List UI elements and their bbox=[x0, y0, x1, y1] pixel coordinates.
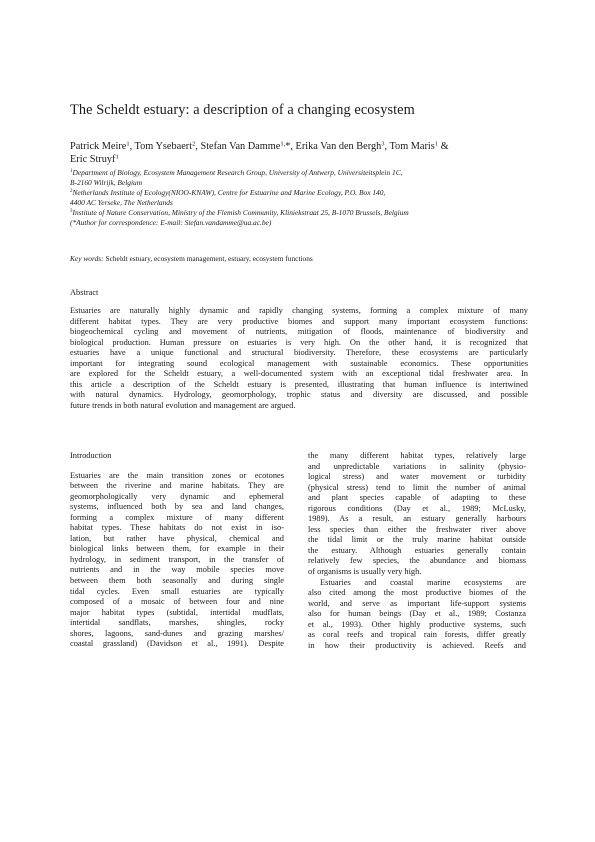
text-line: intertidal sandflats, marshes, shingles, rocky bbox=[70, 618, 284, 628]
affiliation-line: (*Author for correspondence: E-mail: Stefan.vandamme@ua.ac.be) bbox=[70, 217, 272, 227]
text-line: are explored for the Scheldt estuary, a well-documented system with an exceptional tidal freshwater area. In bbox=[70, 369, 528, 379]
text-line: this article a description of the Scheldt estuary is presented, illustrating that human influence is intertwined bbox=[70, 379, 528, 389]
text-line: estuaries have a unique functional and structural biodiversity. Therefore, these ecosystems are particularly bbox=[70, 348, 528, 358]
affiliation-line: $^2$Netherlands Institute of Ecology(NIOO-KNAW), Centre for Estuarine and Marine Ecology, P.O. Box 140, bbox=[70, 187, 386, 197]
affiliation-line: B-2160 Wilrijk, Belgium bbox=[70, 177, 143, 187]
body-column-left bbox=[70, 451, 284, 650]
text-line: and plant species capable of adapting to these bbox=[308, 493, 526, 503]
author-name: Tom Ysebaert bbox=[134, 141, 193, 152]
text-line: (physical stress) tend to limit the number of animal bbox=[308, 482, 526, 492]
affiliation-line: $^3$Institute of Nature Conservation, Ministry of the Flemish Community, Kliniekstraat 25, B-1070 Brussels, Belgium bbox=[70, 207, 409, 217]
affiliation-number: 2 bbox=[70, 188, 73, 194]
text-line: Estuaries and coastal marine ecosystems are bbox=[320, 577, 526, 587]
text-line: rigorous conditions (Day et al., 1989; McLusky, bbox=[308, 503, 526, 513]
text-line: tidal cycles. Even small estuaries are typically bbox=[70, 586, 284, 596]
text-line: relatively few species, the abundance and biomass bbox=[308, 556, 526, 566]
affiliation-line: $^1$Department of Biology, Ecosystem Management Research Group, University of Antwerp, Universiteitsplein 1C, bbox=[70, 168, 403, 177]
affiliation-number: 1 bbox=[70, 169, 73, 174]
author-affiliation-mark: 2 bbox=[192, 140, 196, 148]
text-line: world, and serve as important life-support systems bbox=[308, 598, 526, 608]
author-name: Eric Struyf bbox=[70, 153, 116, 165]
text-line: et al., 1993). Other highly productive systems, such bbox=[308, 619, 526, 629]
text-line: composed of a mosaic of between four and nine bbox=[70, 597, 284, 607]
paper-title: The Scheldt estuary: a description of a changing ecosystem bbox=[70, 102, 415, 118]
author-affiliation-mark: 1, bbox=[280, 140, 286, 148]
text-line: biological production. Human pressure on estuaries is very high. On the other hand, it is recognized that bbox=[70, 337, 528, 347]
text-line: less species than either the freshwater river above bbox=[308, 524, 526, 534]
text-line: 1989). As a result, an estuary generally harbours bbox=[308, 514, 526, 524]
text-line: lation, but rather have physical, chemical and bbox=[70, 533, 284, 543]
text-line: also cited among the most productive biomes of the bbox=[308, 588, 526, 598]
text-line: hydrology, in sediment transport, in the transfer of bbox=[70, 554, 284, 564]
affiliation-number: 3 bbox=[70, 208, 73, 214]
author-separator: , bbox=[290, 141, 296, 152]
text-line: forming a complex mixture of many different bbox=[70, 512, 284, 522]
text-line: important for integrating sound ecological management with sustainable economics. These opportunities bbox=[70, 358, 528, 368]
keywords-label: Key words: bbox=[70, 254, 104, 263]
text-line: as coral reefs and tropical rain forests, differ greatly bbox=[308, 630, 526, 640]
text-line: different habitat types. They are very productive biomes and support many important ecosystem functions: bbox=[70, 316, 528, 326]
author-name: Erika Van den Bergh bbox=[295, 141, 382, 152]
abstract-heading: Abstract bbox=[70, 288, 99, 297]
text-line: between them both seasonally and during single bbox=[70, 576, 284, 586]
text-line: and unpredictable variations in salinity (physio- bbox=[308, 461, 526, 471]
keywords-text: Scheldt estuary, ecosystem management, estuary, ecosystem functions bbox=[103, 254, 313, 263]
text-line: biological links between them, for example in their bbox=[70, 544, 284, 554]
text-line: nutrients and in the way mobile species move bbox=[70, 565, 284, 575]
text-line: the many different habitat types, relatively large bbox=[308, 451, 526, 460]
text-line: in how their productivity is achieved. Reefs and bbox=[308, 640, 526, 650]
affiliations bbox=[70, 168, 532, 227]
author-separator: , bbox=[384, 141, 390, 152]
author-affiliation-mark: 1 bbox=[434, 140, 439, 148]
text-line: Estuaries are the main transition zones or ecotones bbox=[70, 470, 284, 480]
text-line: major habitat types (subtidal, intertidal mudflats, bbox=[70, 607, 284, 617]
text-line: geomorphologically very dynamic and ephemeral bbox=[70, 491, 284, 501]
text-line: between the riverine and marine habitats. They are bbox=[70, 481, 284, 491]
text-line: Estuaries are naturally highly dynamic and rapidly changing systems, forming a complex mixture of many bbox=[70, 306, 528, 315]
text-line: coastal grassland) (Davidson et al., 1991). Despite bbox=[70, 639, 284, 649]
text-line: the tidal limit or the truly marine habitat outside bbox=[308, 535, 526, 545]
author-separator: , bbox=[195, 141, 201, 152]
corresponding-author-mark: * bbox=[285, 141, 291, 152]
text-line: of organisms is usually very high. bbox=[308, 567, 422, 577]
text-line: future trends in both natural evolution and management are argued. bbox=[70, 400, 296, 410]
author-separator: & bbox=[438, 141, 449, 152]
text-line: logical stress) and water movement or turbidity bbox=[308, 472, 526, 482]
text-line: shores, lagoons, sand-dunes and grazing marshes/ bbox=[70, 628, 284, 638]
text-line: with natural dynamics. Hydrology, geomorphology, trophic status and diversity are discussed, and possible bbox=[70, 390, 528, 400]
body-column-right bbox=[308, 451, 526, 651]
author-name: Patrick Meire bbox=[70, 141, 127, 152]
abstract-body bbox=[70, 306, 528, 411]
author-name: Stefan Van Damme bbox=[200, 141, 281, 152]
author-affiliation-mark: 1 bbox=[126, 140, 130, 148]
text-line: the estuary. Although estuaries generally contain bbox=[308, 545, 526, 555]
author-name: Tom Maris bbox=[389, 141, 435, 152]
text-line: habitat types. These habitats do not exist in iso- bbox=[70, 523, 284, 533]
author-separator: , bbox=[129, 141, 135, 152]
author-list bbox=[70, 141, 530, 166]
section-heading-introduction: Introduction bbox=[70, 451, 112, 460]
author-affiliation-mark: 3 bbox=[381, 140, 385, 148]
author-affiliation-mark: 1 bbox=[115, 153, 119, 160]
text-line: also for human beings (Day et al., 1989; Costanza bbox=[308, 609, 526, 619]
keywords bbox=[70, 254, 530, 264]
text-line: systems, influenced both by sea and land changes, bbox=[70, 502, 284, 512]
text-line: biogeochemical cycling and movement of nutrients, mitigation of floods, maintenance of biodiversity and bbox=[70, 327, 528, 337]
affiliation-line: 4400 AC Yerseke, The Netherlands bbox=[70, 197, 173, 207]
